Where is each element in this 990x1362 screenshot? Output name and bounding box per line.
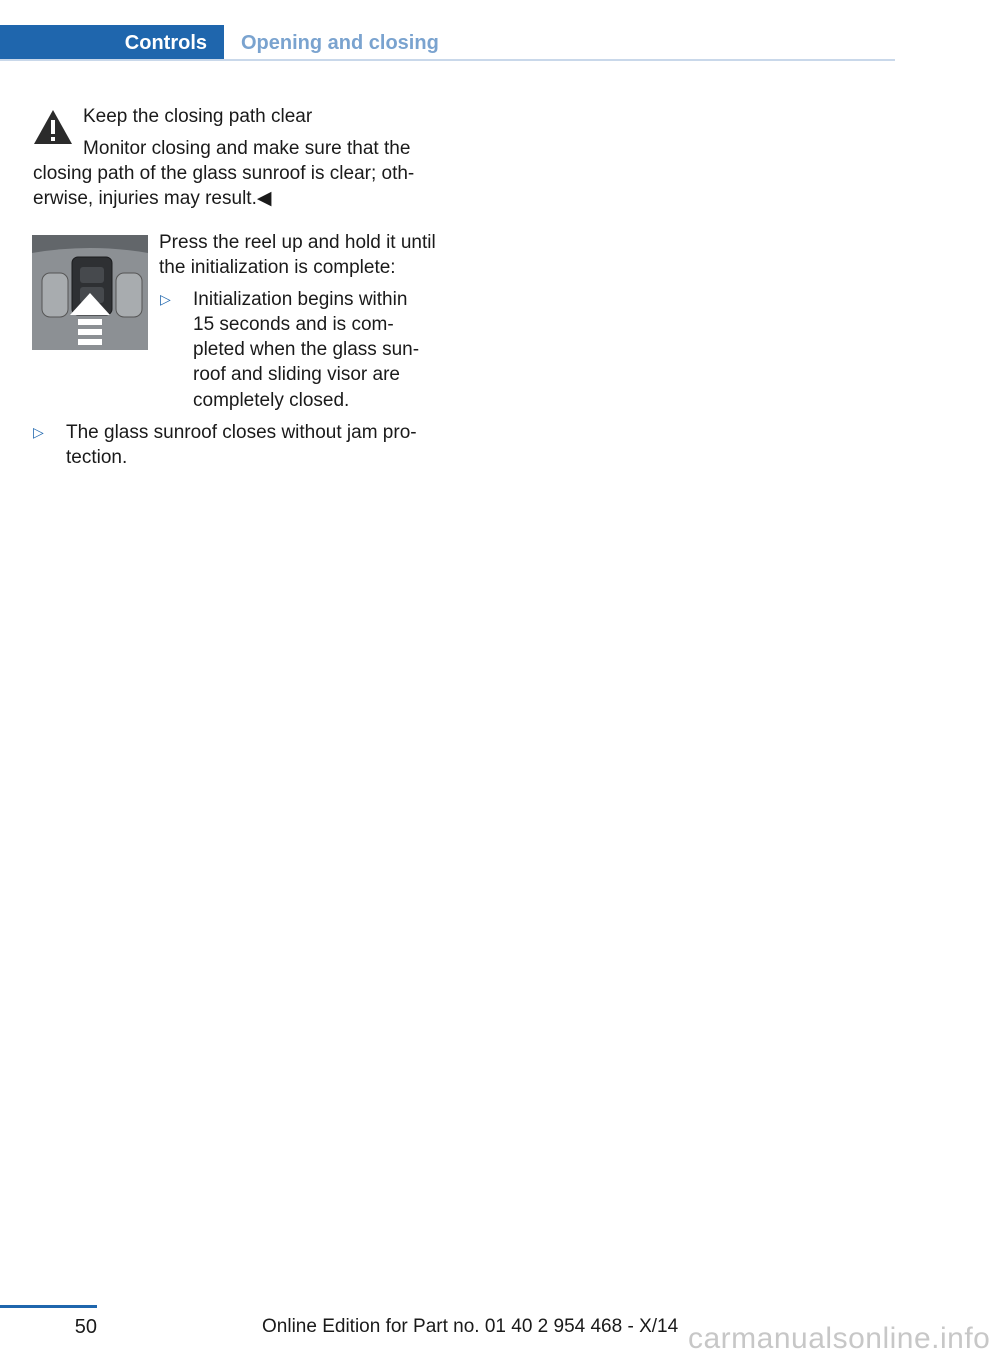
warning-line: Monitor closing and make sure that the: [83, 138, 411, 159]
warning-line: erwise, injuries may result.◀: [33, 188, 272, 209]
bullet-line: completely closed.: [193, 390, 350, 411]
sunroof-switch-drawing: [32, 235, 148, 350]
edition-text: Online Edition for Part no. 01 40 2 954 468 - X/14: [262, 1316, 679, 1337]
bullet-line: Initialization begins within: [193, 289, 408, 310]
subsection-tab[interactable]: Opening and closing: [241, 31, 439, 54]
instruction-line: the initialization is complete:: [159, 257, 396, 278]
bullet-line: tection.: [66, 447, 128, 468]
warning-title: Keep the closing path clear: [83, 106, 313, 127]
warning-triangle-icon: [33, 108, 73, 146]
footer-rule: [0, 1305, 97, 1308]
sunroof-switch-illustration: [32, 235, 148, 350]
section-tab[interactable]: Controls: [0, 25, 224, 61]
instruction-line: Press the reel up and hold it until: [159, 232, 436, 253]
warning-line: closing path of the glass sunroof is clear; oth‐: [33, 163, 415, 184]
bullet-line: pleted when the glass sun‐: [193, 339, 420, 360]
bullet-line: The glass sunroof closes without jam pro‐: [66, 422, 417, 443]
watermark: carmanualsonline.info: [688, 1322, 990, 1355]
bullet-line: roof and sliding visor are: [193, 364, 400, 385]
page-number: 50: [74, 1316, 97, 1338]
bullet-arrow-icon: ▷: [33, 424, 44, 440]
header-rule: [0, 59, 895, 61]
bullet-arrow-icon: ▷: [160, 291, 171, 307]
bullet-line: 15 seconds and is com‐: [193, 314, 394, 335]
